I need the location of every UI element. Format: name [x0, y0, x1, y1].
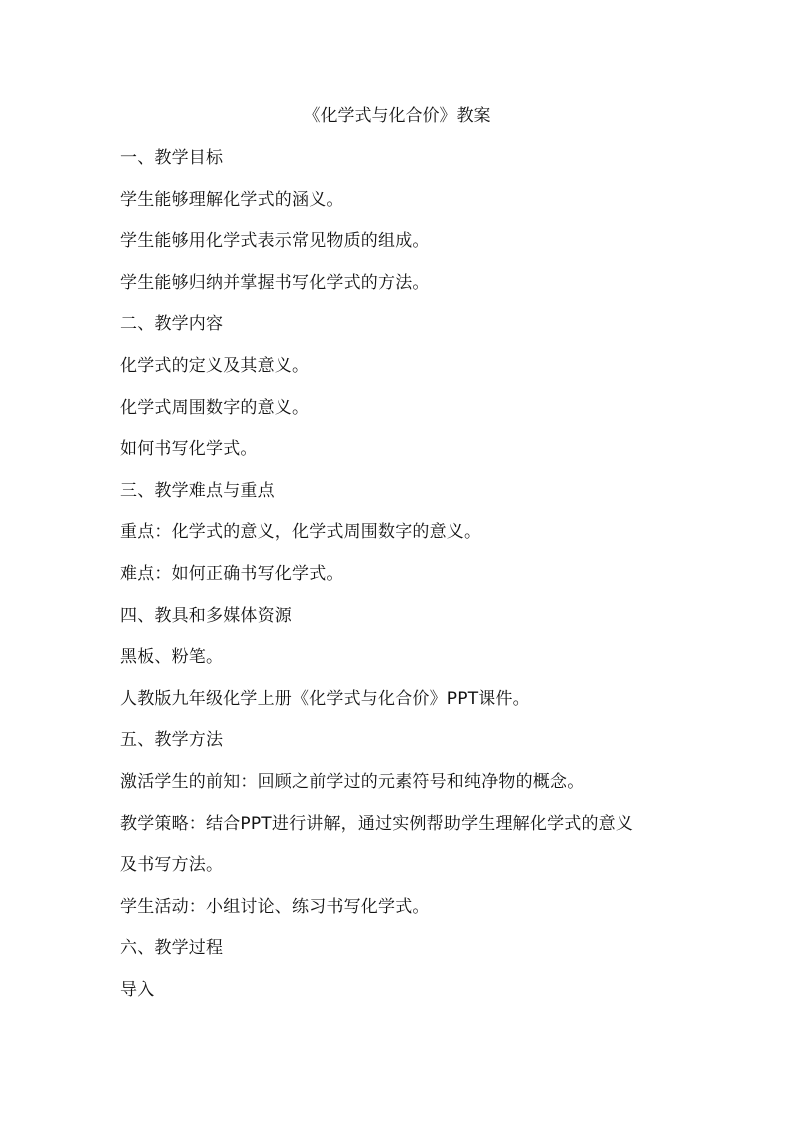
paragraph-line: 学生活动：小组讨论、练习书写化学式。: [120, 896, 430, 917]
paragraph-line: 及书写方法。: [120, 855, 224, 876]
paragraph-line: 重点：化学式的意义，化学式周围数字的意义。: [120, 522, 482, 543]
paragraph-line: 学生能够用化学式表示常见物质的组成。: [120, 231, 430, 252]
section-heading: 五、教学方法: [120, 730, 224, 751]
paragraph-line: 如何书写化学式。: [120, 439, 258, 460]
section-heading: 三、教学难点与重点: [120, 480, 275, 501]
paragraph-line: 学生能够理解化学式的涵义。: [120, 189, 344, 210]
paragraph-line: 学生能够归纳并掌握书写化学式的方法。: [120, 272, 430, 293]
section-heading: 四、教具和多媒体资源: [120, 605, 292, 626]
document-title: 《化学式与化合价》教案: [303, 106, 491, 126]
paragraph-line: 教学策略：结合PPT进行讲解，通过实例帮助学生理解化学式的意义: [120, 813, 634, 834]
document-body: [120, 146, 680, 1019]
paragraph-line: 激活学生的前知：回顾之前学过的元素符号和纯净物的概念。: [120, 771, 585, 792]
section-heading: 二、教学内容: [120, 314, 224, 335]
section-heading: 六、教学过程: [120, 938, 224, 959]
paragraph-line: 导入: [120, 979, 155, 1000]
paragraph-line: 化学式周围数字的意义。: [120, 397, 310, 418]
paragraph-line: 难点：如何正确书写化学式。: [120, 563, 344, 584]
paragraph-line: 人教版九年级化学上册《化学式与化合价》PPT课件。: [120, 688, 530, 709]
section-heading: 一、教学目标: [120, 148, 224, 168]
paragraph-line: 黑板、粉笔。: [120, 647, 224, 668]
paragraph-line: 化学式的定义及其意义。: [120, 355, 310, 376]
